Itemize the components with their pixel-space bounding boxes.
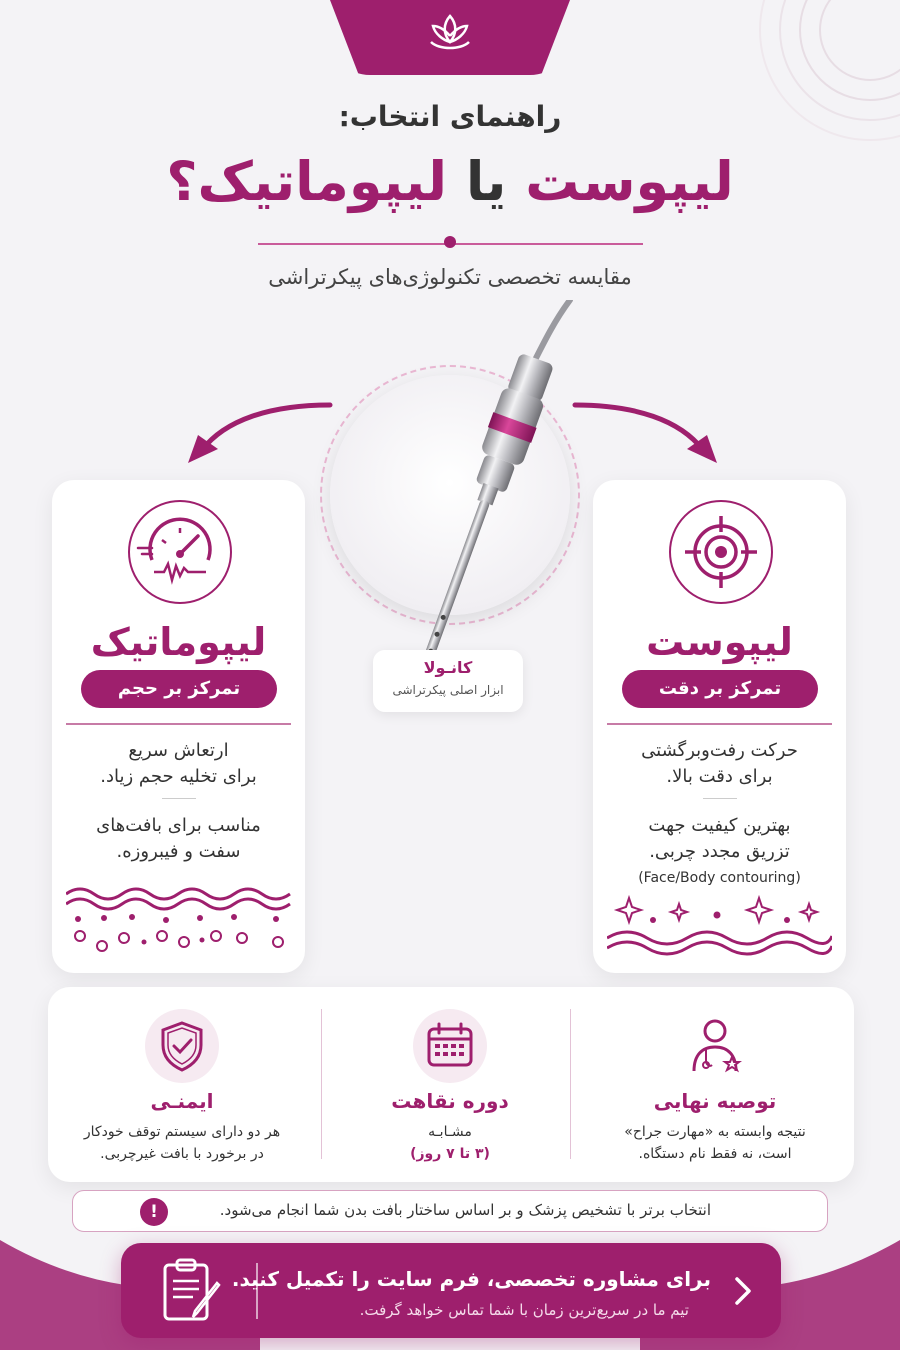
cannula-label — [373, 650, 523, 712]
arrow-left-icon — [180, 395, 340, 475]
exclamation-icon: ! — [140, 1198, 168, 1226]
info-box — [48, 987, 854, 1182]
liposet-focus-pill: تمرکز بر دقت — [622, 670, 818, 708]
liposet-text-1: حرکت رفت‌وبرگشتی برای دقت بالا. — [641, 740, 798, 787]
target-icon — [671, 502, 771, 602]
pre-title: راهنمای انتخاب: — [338, 100, 562, 133]
lipomatic-text-2: مناسب برای بافت‌های سفت و فیبروزه. — [96, 815, 261, 862]
recommendation-title: توصیه نهایی — [653, 1089, 777, 1113]
info-divider-2 — [570, 1009, 571, 1159]
safety-title: ایمنـی — [150, 1089, 214, 1113]
page-title — [0, 150, 900, 213]
lipomatic-separator — [66, 723, 291, 725]
lipomatic-text-1: ارتعاش سریع برای تخلیه حجم زیاد. — [100, 740, 257, 787]
safety-column — [48, 987, 316, 1182]
title-liposet: لیپوست — [525, 150, 734, 213]
recovery-column — [316, 987, 584, 1182]
cta-subline: تیم ما در سریع‌ترین زمان با شما تماس خواهد گرفت. — [359, 1301, 689, 1319]
shield-check-icon — [145, 1009, 219, 1083]
liposet-title: لیپوست — [646, 620, 793, 664]
title-lipomatic: لیپوماتیک؟ — [166, 150, 448, 213]
notice-bar — [72, 1190, 828, 1232]
liposet-text-2: بهترین کیفیت جهت تزریق مجدد چربی. (Face/Body contouring) — [638, 815, 801, 886]
recovery-title: دوره نقاهت — [391, 1089, 509, 1113]
lipomatic-title: لیپوماتیک — [90, 620, 267, 664]
safety-icon-circle — [145, 1009, 219, 1083]
lotus-logo-icon — [425, 10, 475, 60]
recommendation-column — [581, 987, 849, 1182]
notice-text: انتخاب برتر با تشخیص پزشک و بر اساس ساختار بافت بدن شما انجام می‌شود. — [219, 1201, 711, 1219]
cannula-image — [340, 300, 580, 660]
recovery-icon-circle — [413, 1009, 487, 1083]
lipomatic-icon-circle — [128, 500, 232, 604]
doctor-icon — [678, 1009, 752, 1083]
arrow-right-icon — [565, 395, 725, 475]
recommendation-icon-circle — [678, 1009, 752, 1083]
lipomatic-card — [52, 480, 305, 973]
top-logo-tab — [330, 0, 570, 75]
cannula-subtitle: ابزار اصلی پیکرتراشی — [392, 683, 504, 697]
liposet-icon-circle — [669, 500, 773, 604]
cta-headline: برای مشاوره تخصصی، فرم سایت را تکمیل کنید. — [231, 1267, 711, 1291]
subtitle: مقایسه تخصصی تکنولوژی‌های پیکرتراشی — [268, 265, 632, 289]
liposet-separator — [607, 723, 832, 725]
safety-text: هر دو دارای سیستم توقف خودکار در برخورد با بافت غیرچربی. — [83, 1124, 281, 1162]
title-connector: یا — [465, 150, 507, 213]
fat-tissue-illustration — [66, 884, 291, 959]
clipboard-pen-icon — [157, 1255, 227, 1327]
cannula-title: کانـولا — [423, 658, 473, 677]
lipomatic-small-separator — [162, 798, 196, 799]
recommendation-text: نتیجه وابسته به «مهارت جراح» است، نه فقط نام دستگاه. — [624, 1124, 806, 1162]
title-underline-dot — [444, 236, 456, 248]
sparkle-wave-illustration — [607, 890, 832, 960]
liposet-small-separator — [703, 798, 737, 799]
calendar-icon — [413, 1009, 487, 1083]
chevron-right-icon[interactable] — [731, 1275, 755, 1307]
lipomatic-focus-pill: تمرکز بر حجم — [81, 670, 277, 708]
speedometer-icon — [130, 502, 230, 602]
recovery-text: مشـابـه (۳ تا ۷ روز) — [410, 1124, 490, 1162]
consultation-cta-button[interactable] — [121, 1243, 781, 1338]
liposet-card — [593, 480, 846, 973]
